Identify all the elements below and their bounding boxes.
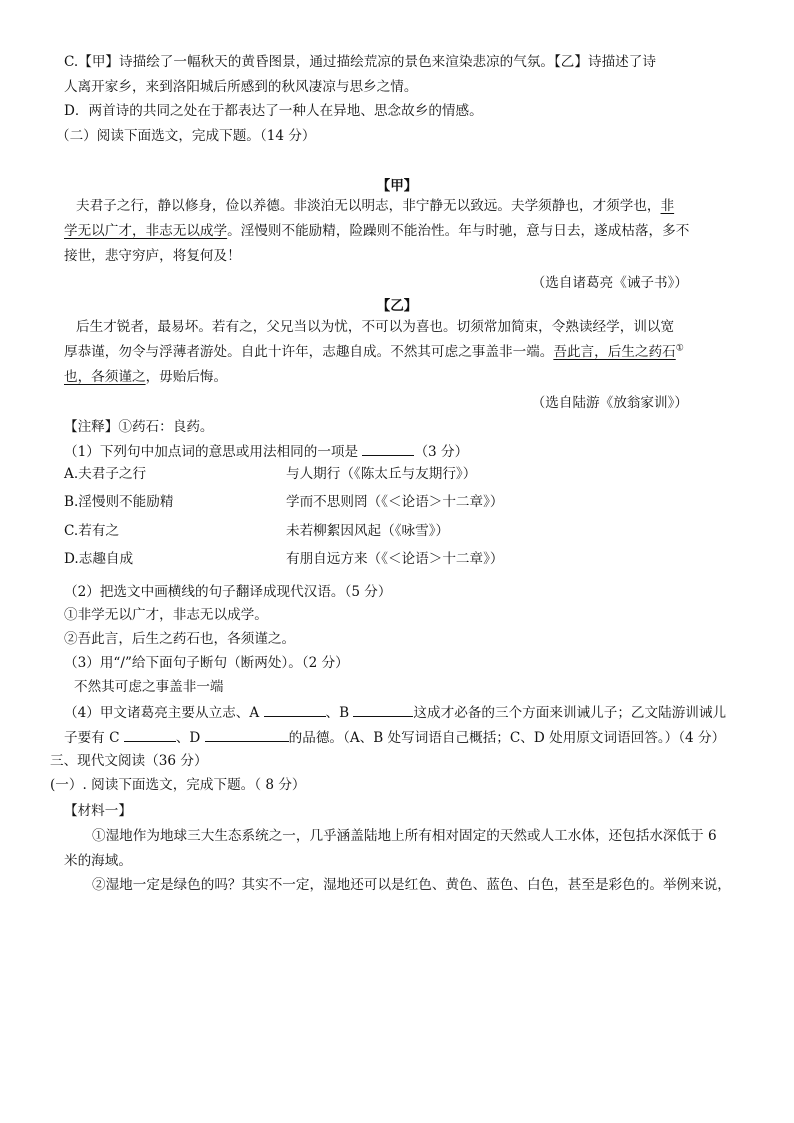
passage-jia-line-1 [76, 196, 674, 216]
option-c-line-1: C.【甲】诗描绘了一幅秋天的黄昏图景，通过描绘荒凉的景色来渲染悲凉的气氛。【乙】诗描述了诗 [64, 54, 656, 70]
annotation-note: 【注释】①药石：良药。 [64, 419, 214, 435]
question-2-stem: （2）把选文中画横线的句子翻译成现代汉语。（5 分） [64, 584, 392, 600]
passage-yi-text: 厚恭谨，勿令与浮薄者游处。自此十许年，志趣自成。不然其可虑之事盖非一端。 [64, 344, 554, 360]
passage-jia-line-3: 接世，悲守穷庐，将复何及！ [64, 248, 241, 264]
material-1-title: 【材料一】 [64, 803, 132, 819]
option-c-right: 未若柳絮因风起（《咏雪》） [286, 523, 450, 539]
question-4-text: 子要有 C [64, 730, 124, 746]
question-1-option-b [64, 492, 664, 512]
question-4-text: （4）甲文诸葛亮主要从立志、A [64, 705, 264, 721]
question-2-sentence-1: ①非学无以广才，非志无以成学。 [64, 607, 268, 623]
question-1-option-c [64, 521, 664, 541]
passage-yi-line-1: 后生才锐者，最易坏。若有之，父兄当以为忧，不可以为喜也。切须常加简束，令熟读经学，训以宽 [76, 319, 675, 335]
answer-blank-b[interactable] [353, 702, 413, 717]
question-1-option-a [64, 464, 664, 484]
question-4-line-2 [64, 727, 725, 748]
passage-jia-text: 。淫慢则不能励精，险躁则不能治性。年与时驰，意与日去，遂成枯落，多不 [227, 223, 690, 239]
section-3-heading: 三、现代文阅读（36 分） [50, 753, 208, 769]
option-b-right: 学而不思则罔（《＜论语＞十二章》） [286, 494, 504, 510]
passage-yi-source: （选自陆游《放翁家训》） [531, 395, 688, 411]
question-1-text: （1）下列句中加点词的意思或用法相同的一项是 [64, 444, 363, 460]
question-4-text: 、D [175, 730, 205, 746]
question-4-text: 的品德。（A、B 处写词语自己概括；C、D 处用原文词语回答。）（4 分） [288, 730, 726, 746]
passage-yi-title: 【乙】 [376, 298, 418, 314]
passage-yi-line-2 [64, 342, 684, 362]
underlined-sentence: 也，各须谨之 [64, 369, 146, 385]
question-2-sentence-2: ②吾此言，后生之药石也，各须谨之。 [64, 631, 296, 647]
option-c-left: C.若有之 [64, 523, 120, 539]
answer-blank-d[interactable] [205, 727, 289, 742]
option-d-right: 有朋自远方来（《＜论语＞十二章》） [286, 551, 504, 567]
footnote-marker: ① [675, 343, 684, 354]
option-d-left: D.志趣自成 [64, 551, 134, 567]
question-1-points: （3 分） [414, 444, 469, 460]
underlined-sentence: 吾此言，后生之药石 [553, 344, 676, 360]
answer-blank[interactable] [362, 441, 414, 456]
question-3-stem: （3）用“/”给下面句子断句（断两处）。（2 分） [64, 655, 349, 671]
question-3-sentence: 不然其可虑之事盖非一端 [74, 679, 224, 695]
material-1-paragraph-1-line-1: ①湿地作为地球三大生态系统之一，几乎涵盖陆地上所有相对固定的天然或人工水体，还包括水深低于 6 [92, 828, 717, 844]
subsection-1-heading: (一）. 阅读下面选文，完成下题。（ 8 分） [50, 777, 306, 793]
option-c-line-2: 人离开家乡，来到洛阳城后所感到的秋风凄凉与思乡之情。 [64, 79, 418, 95]
passage-jia-source: （选自诸葛亮《诫子书》） [531, 275, 688, 291]
question-4-line-1 [64, 702, 726, 723]
material-1-paragraph-1-line-2: 米的海域。 [64, 853, 132, 869]
passage-yi-line-3 [64, 367, 227, 387]
option-d: D．两首诗的共同之处在于都表达了一种人在异地、思念故乡的情感。 [64, 103, 483, 119]
question-4-text: 这成才必备的三个方面来训诫儿子；乙文陆游训诫儿 [413, 705, 727, 721]
passage-jia-title: 【甲】 [376, 178, 418, 194]
question-4-text: 、B [325, 705, 354, 721]
underlined-sentence: 学无以广才，非志无以成学 [64, 223, 228, 239]
answer-blank-c[interactable] [124, 727, 176, 742]
material-1-paragraph-2: ②湿地一定是绿色的吗？其实不一定，湿地还可以是红色、黄色、蓝色、白色，甚至是彩色的。举例来说， [92, 877, 731, 893]
passage-jia-line-2 [64, 221, 689, 241]
answer-blank-a[interactable] [264, 702, 326, 717]
option-b-left: B.淫慢则不能励精 [64, 494, 174, 510]
passage-jia-text: 夫君子之行，静以修身，俭以养德。非淡泊无以明志，非宁静无以致远。夫学须静也，才须学也， [76, 198, 661, 214]
option-a-right: 与人期行（《陈太丘与友期行》） [286, 466, 477, 482]
passage-yi-text: ，毋贻后悔。 [145, 369, 228, 385]
section-2-heading: （二）阅读下面选文，完成下题。（14 分） [56, 128, 316, 144]
underlined-sentence: 非 [660, 198, 675, 214]
question-1-option-d [64, 549, 664, 569]
option-a-left: A.夫君子之行 [64, 466, 147, 482]
question-1-stem [64, 441, 468, 462]
